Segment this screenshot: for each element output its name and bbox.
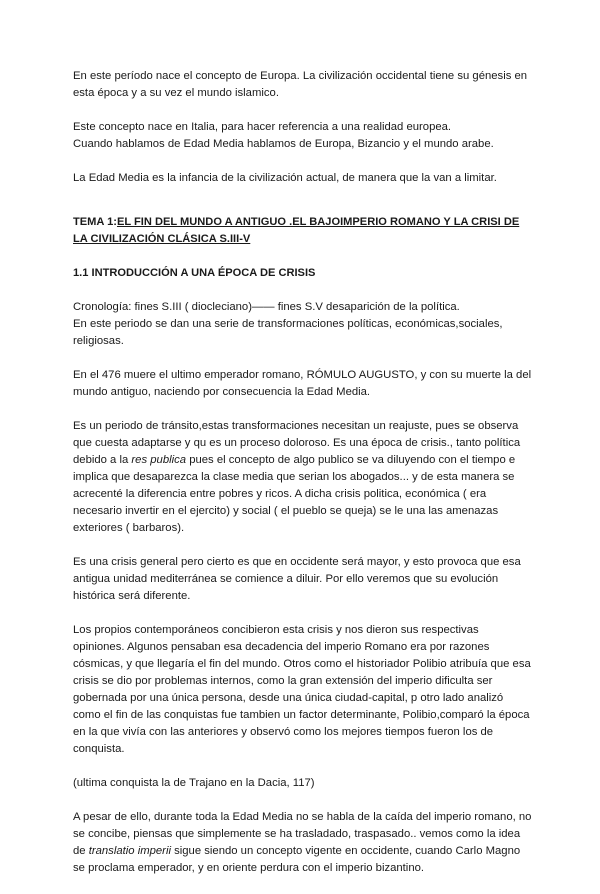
paragraph-edad-media-europa: Cuando hablamos de Edad Media hablamos de Europa, Bizancio y el mundo arabe. [73, 138, 494, 150]
apesar-text-2: sigue siendo un concepto vigente en occidente, cuando Carlo Magno se proclama emperador, y en oriente perdura con el imperio bizantino. [73, 845, 521, 874]
paragraph-infancia: La Edad Media es la infancia de la civilización actual, de manera que la van a limitar. [73, 172, 497, 184]
apesar-text-1: A pesar de ello, durante toda la Edad Media no se habla de la caída del imperio romano, no se concibe, piensas que simplemente se ha trasladado, traspasado.. vemos como la idea de [73, 811, 532, 857]
translatio-imperii-term: translatio imperii [88, 845, 171, 857]
paragraph-contemporaneos: Los propios contemporáneos concibieron esta crisis y nos dieron sus respectivas opiniones. Algunos pensaban esa decadencia del imperio Romano era por razones cósmicas, y que llegaría el fin del mundo. Otros como el historiador Polibio atribuía que esa crisis se dio por problemas internos, como la gran extensión del imperio dificulta ser gobernada por una única persona, desde una única ciudad-capital, p otro lado analizó como el fin de las conquistas fue tambien un factor determinante, Polibio,comparó la época en la que vivía con las anteriores y observó como los mejores tiempos fueron los de conquista. [73, 624, 531, 755]
section-title: 1.1 INTRODUCCIÓN A UNA ÉPOCA DE CRISIS [73, 267, 316, 279]
paragraph-cronologia: Cronología: fines S.III ( diocleciano)—— fines S.V desaparición de la política. En este periodo se dan una serie de transformaciones políticas, económicas,sociales, religiosas. [73, 301, 503, 347]
tema-heading-prefix: TEMA 1: [73, 216, 117, 228]
paragraph-italia: Este concepto nace en Italia, para hacer referencia a una realidad europea. [73, 121, 452, 133]
tema-heading-title: EL FIN DEL MUNDO A ANTIGUO .EL BAJOIMPERIO ROMANO Y LA CRISI DE LA CIVILIZACIÓN CLÁSICA S.III-V [73, 216, 520, 245]
paragraph-trajano: (ultima conquista la de Trajano en la Dacia, 117) [73, 777, 315, 789]
paragraph-476: En el 476 muere el ultimo emperador romano, RÓMULO AUGUSTO, y con su muerte la del mundo antiguo, naciendo por consecuencia la Edad Media. [73, 369, 532, 398]
paragraph-europa: En este período nace el concepto de Europa. La civilización occidental tiene su génesis en esta época y a su vez el mundo islamico. [73, 70, 528, 99]
paragraph-transito [73, 418, 533, 537]
paragraph-a-pesar [73, 809, 533, 877]
document-page [73, 68, 533, 894]
paragraph-crisis-general: Es una crisis general pero cierto es que en occidente será mayor, y esto provoca que esa antigua unidad mediterránea se comience a diluir. Por ello veremos que su evolución histórica será diferente. [73, 556, 521, 602]
transito-text-2: pues el concepto de algo publico se va diluyendo con el tiempo e implica que desaparezca la clase media que serian los abogados... y de esta manera se acrecenté la diferencia entre pobres y ricos. A dicha crisis politica, económica ( era necesario invertir en el ejercito) y social ( el pueblo se queja) se le una las amenazas exteriores ( barbaros). [73, 454, 516, 534]
tema-heading [73, 214, 533, 248]
transito-text-1: Es un periodo de tránsito,estas transformaciones necesitan un reajuste, pues se observa que cuesta adaptarse y qu es un proceso doloroso. Es una época de crisis., tanto política debido a la [73, 420, 521, 466]
res-publica-term: res publica [131, 454, 187, 466]
